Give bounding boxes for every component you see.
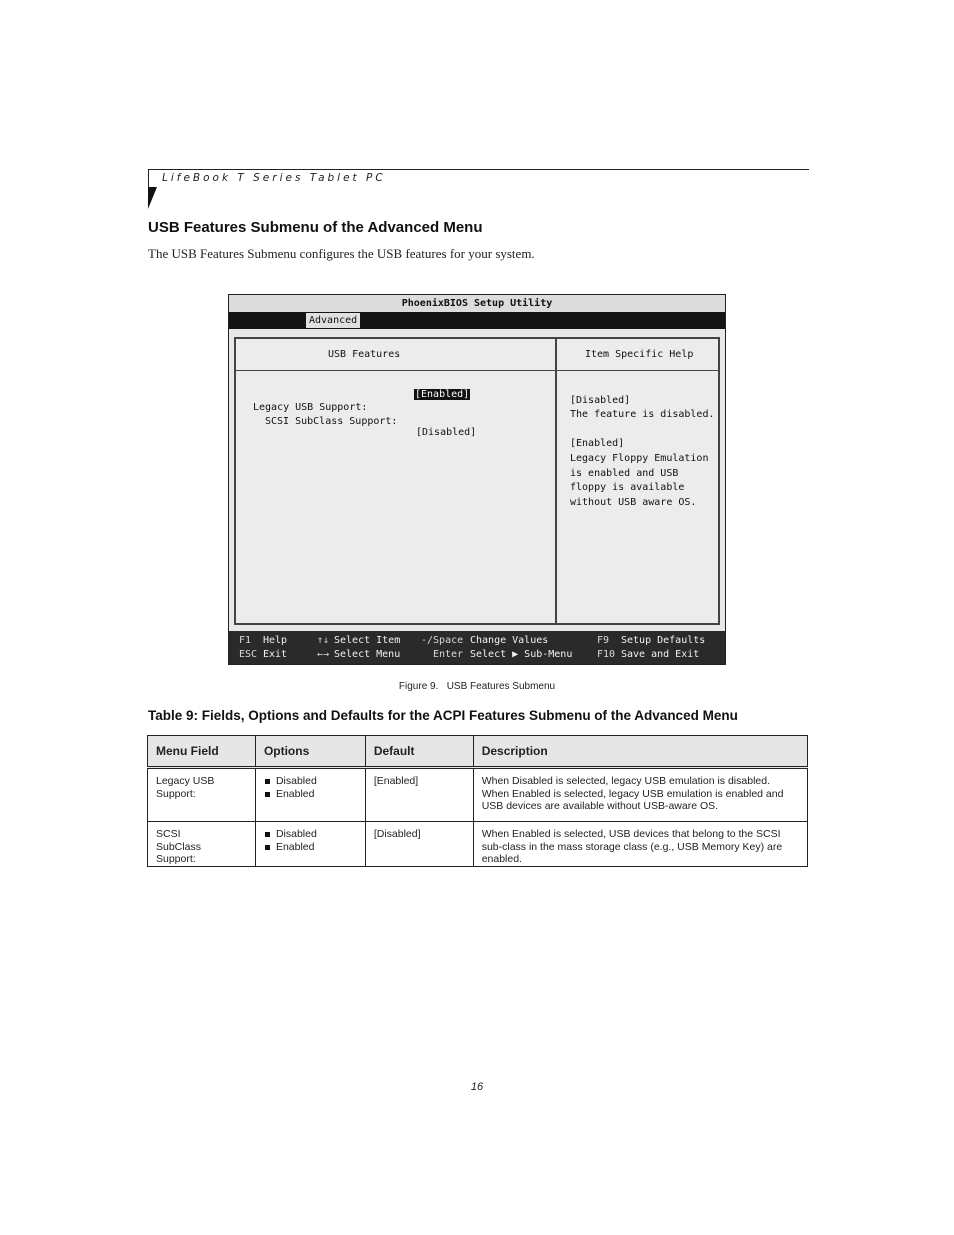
- section-title: USB Features Submenu of the Advanced Menu: [148, 219, 483, 236]
- table-header-row: [148, 736, 808, 768]
- cell-menu-field: [148, 768, 256, 822]
- cell-menu-field: [148, 822, 256, 867]
- main-pane-header: [236, 339, 555, 371]
- option-item: [264, 828, 357, 841]
- option-text: Enabled: [275, 787, 315, 800]
- key-esc-desc: Exit: [263, 649, 288, 660]
- cell-default: [Disabled]: [365, 822, 473, 867]
- bullet-icon: [265, 792, 270, 797]
- help-line: [Disabled]: [570, 395, 631, 406]
- key-f10: F10: [597, 649, 616, 660]
- menu-field-text: Legacy USB Support:: [156, 775, 215, 800]
- menu-field-text: SCSI SubClass Support:: [156, 828, 201, 865]
- main-pane-title: USB Features: [328, 349, 401, 360]
- bullet-icon: [265, 832, 270, 837]
- fields-table: [147, 735, 808, 867]
- key-f1: F1: [239, 635, 252, 646]
- option-item: [264, 788, 357, 801]
- column-header: Default: [365, 736, 473, 768]
- column-header: Menu Field: [148, 736, 256, 768]
- option-text: Disabled: [275, 775, 317, 787]
- option-item: [264, 841, 357, 854]
- table-row: [148, 768, 808, 822]
- header-rule: [148, 169, 809, 170]
- bios-help-pane: [556, 337, 720, 625]
- tab-advanced[interactable]: Advanced: [306, 313, 360, 328]
- cell-options: [255, 768, 365, 822]
- help-line: without USB aware OS.: [570, 497, 697, 508]
- bios-footer-keys: [229, 631, 725, 664]
- key-f10-desc: Save and Exit: [621, 649, 700, 660]
- field-value[interactable]: [Disabled]: [416, 427, 477, 438]
- key-f9: F9: [597, 635, 610, 646]
- intro-paragraph: The USB Features Submenu configures the USB features for your system.: [148, 246, 535, 261]
- option-text: Disabled: [275, 828, 317, 840]
- key-enter: Enter: [433, 649, 464, 660]
- key-leftright-desc: Select Menu: [334, 649, 401, 660]
- column-header: Description: [473, 736, 807, 768]
- key-esc: ESC: [239, 649, 258, 660]
- field-row-scsi-subclass[interactable]: [236, 405, 554, 438]
- key-f1-desc: Help: [263, 635, 288, 646]
- figure-caption: Figure 9. USB Features Submenu: [398, 681, 556, 692]
- option-text: Enabled: [275, 840, 315, 853]
- table-row: [148, 822, 808, 867]
- help-line: [Enabled]: [570, 438, 625, 449]
- help-pane-title: Item Specific Help: [585, 349, 694, 360]
- running-header: LifeBook T Series Tablet PC: [162, 172, 386, 184]
- key-enter-desc: Select ▶ Sub-Menu: [470, 649, 573, 660]
- page-number: 16: [470, 1081, 484, 1093]
- key-space: -/Space: [421, 635, 464, 646]
- bios-screen: [228, 294, 726, 665]
- cell-description: When Disabled is selected, legacy USB emulation is disabled. When Enabled is selected, legacy USB emulation is enabled and USB devices are available without USB-aware OS.: [473, 768, 807, 822]
- bullet-icon: [265, 779, 270, 784]
- column-header: Options: [255, 736, 365, 768]
- cell-default: [Enabled]: [365, 768, 473, 822]
- field-row-legacy-usb[interactable]: [236, 389, 554, 413]
- help-line: The feature is disabled.: [570, 409, 715, 420]
- cell-description: When Enabled is selected, USB devices that belong to the SCSI sub-class in the mass storage class (e.g., USB Memory Key) are enabled.: [473, 822, 807, 867]
- arrow-leftright-icon: ←→: [317, 649, 330, 660]
- bios-menubar: [229, 312, 725, 329]
- field-value-selected[interactable]: [Enabled]: [415, 389, 470, 400]
- field-label: SCSI SubClass Support:: [265, 416, 398, 427]
- field-label: Legacy USB Support:: [253, 402, 368, 413]
- key-space-desc: Change Values: [470, 635, 549, 646]
- header-wedge-mark: [148, 187, 157, 209]
- bios-main-pane: [234, 337, 556, 625]
- cell-options: [255, 822, 365, 867]
- help-line: is enabled and USB: [570, 468, 679, 479]
- table-title: Table 9: Fields, Options and Defaults for the ACPI Features Submenu of the Advanced Menu: [148, 708, 738, 723]
- key-f9-desc: Setup Defaults: [621, 635, 706, 646]
- bullet-icon: [265, 845, 270, 850]
- help-pane-header: [557, 339, 718, 371]
- help-line: floppy is available: [570, 482, 685, 493]
- bios-title: PhoenixBIOS Setup Utility: [229, 295, 725, 312]
- key-updown-desc: Select Item: [334, 635, 401, 646]
- help-line: Legacy Floppy Emulation: [570, 453, 709, 464]
- arrow-updown-icon: ↑↓: [317, 635, 330, 646]
- option-item: [264, 775, 357, 788]
